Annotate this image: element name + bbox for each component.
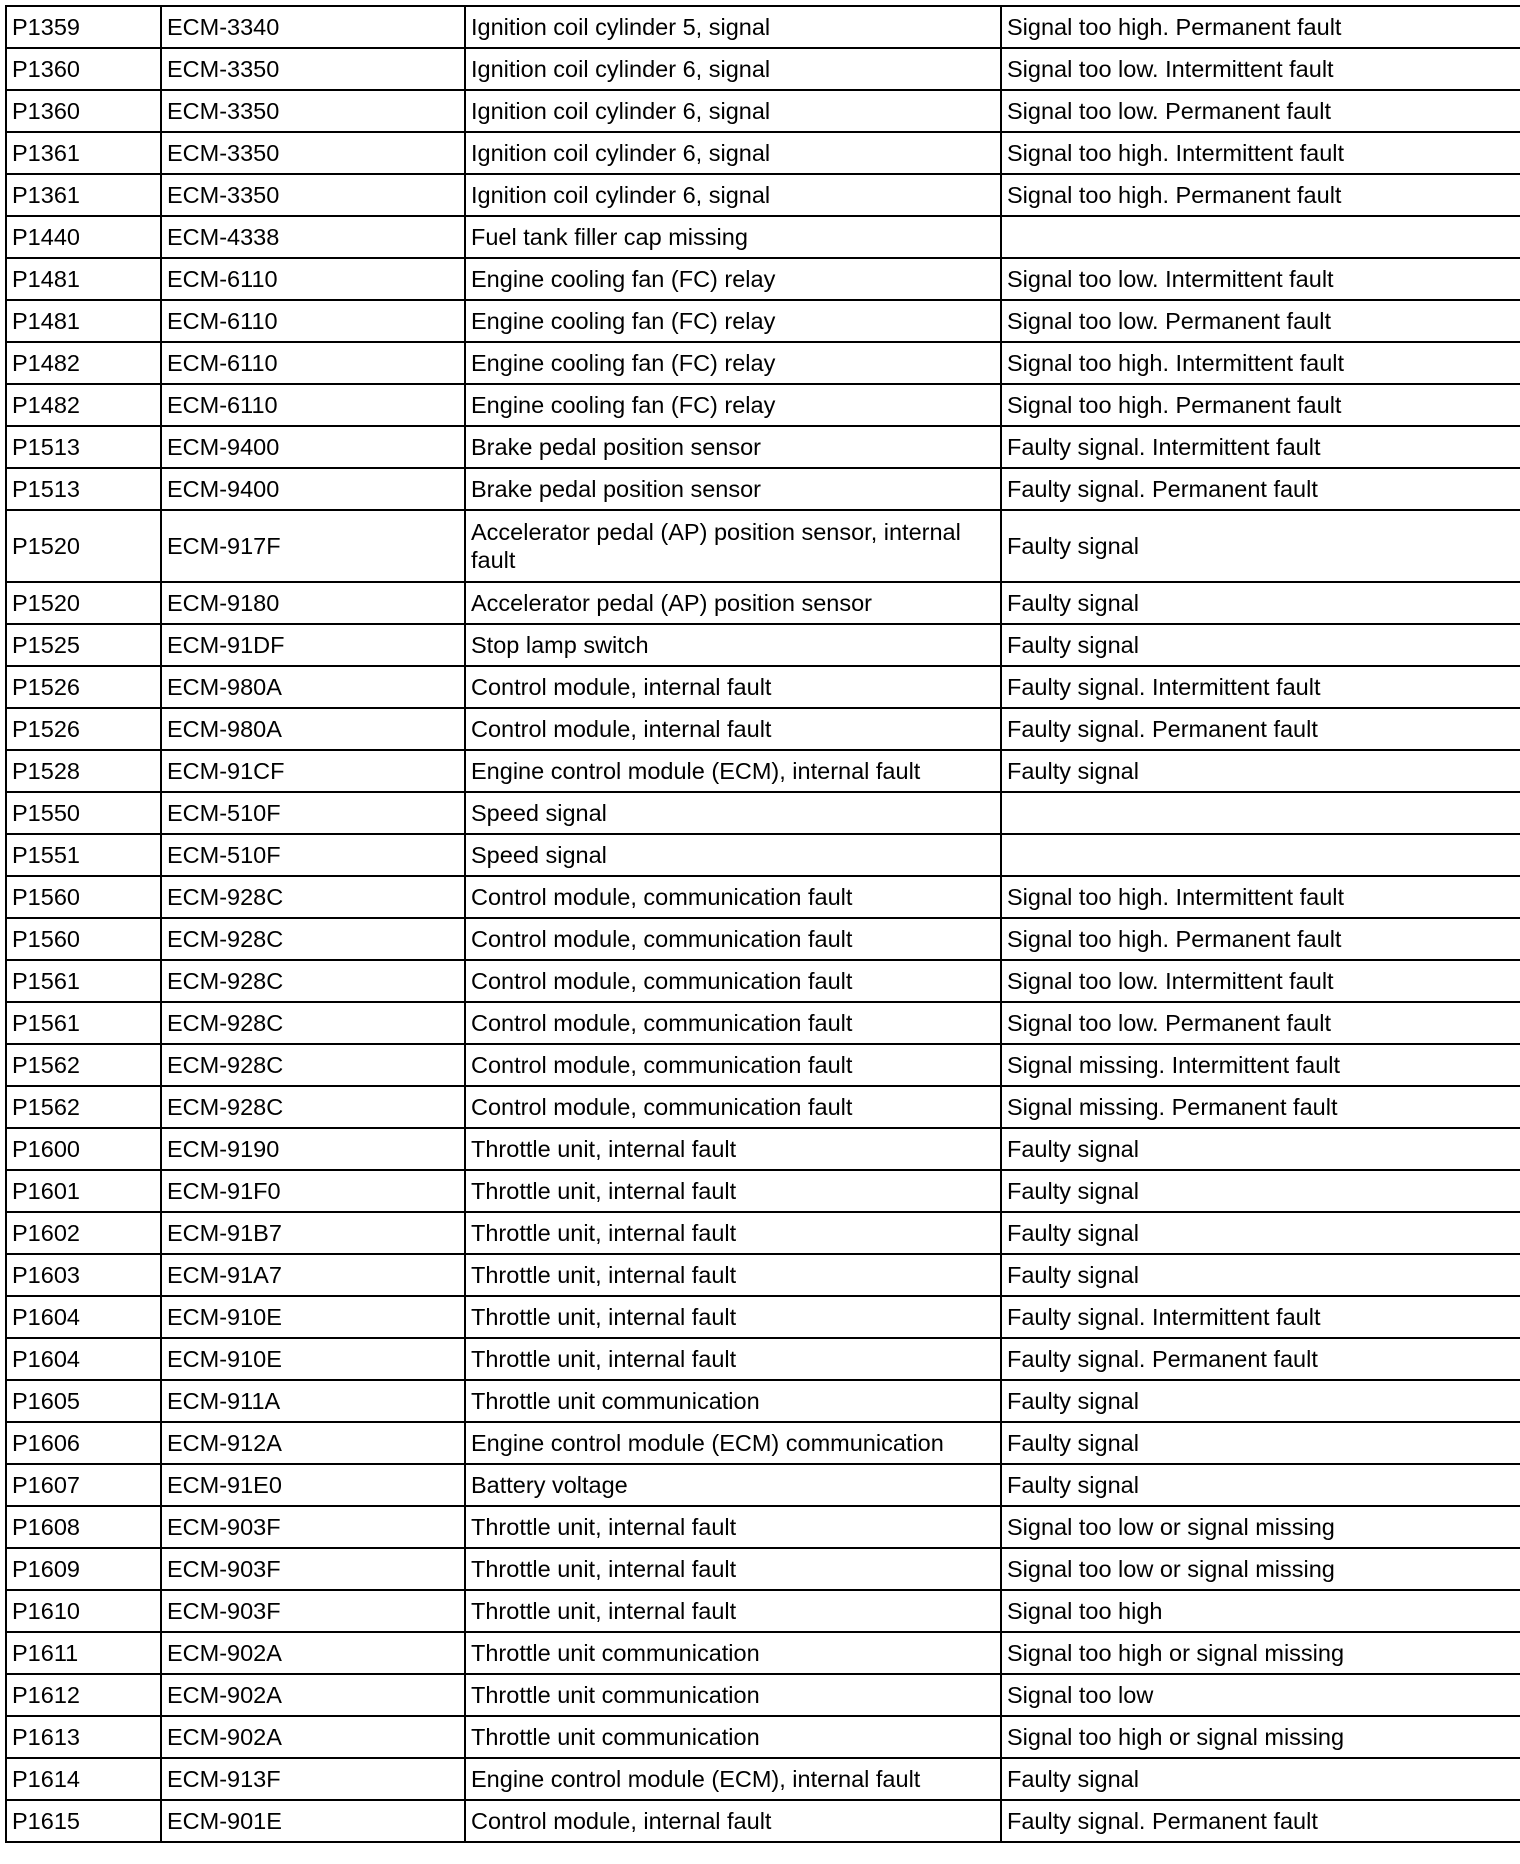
table-row — [6, 1422, 1520, 1464]
table-row — [6, 1170, 1520, 1212]
ecm-code-cell: ECM-6110 — [161, 258, 465, 300]
component-description-cell: Stop lamp switch — [465, 624, 1001, 666]
dtc-code-cell: P1603 — [6, 1254, 161, 1296]
component-description-cell: Throttle unit, internal fault — [465, 1212, 1001, 1254]
component-description-cell: Control module, internal fault — [465, 1800, 1001, 1842]
ecm-code-cell: ECM-91E0 — [161, 1464, 465, 1506]
component-description-cell: Ignition coil cylinder 6, signal — [465, 174, 1001, 216]
table-row — [6, 1716, 1520, 1758]
ecm-code-cell: ECM-3350 — [161, 174, 465, 216]
component-description-cell: Throttle unit communication — [465, 1716, 1001, 1758]
ecm-code-cell: ECM-6110 — [161, 300, 465, 342]
ecm-code-cell: ECM-928C — [161, 1086, 465, 1128]
component-description-cell: Throttle unit communication — [465, 1674, 1001, 1716]
component-description-cell: Engine cooling fan (FC) relay — [465, 258, 1001, 300]
ecm-code-cell: ECM-91F0 — [161, 1170, 465, 1212]
fault-status-cell: Faulty signal — [1001, 582, 1520, 624]
table-row — [6, 216, 1520, 258]
table-row — [6, 426, 1520, 468]
component-description-cell: Throttle unit, internal fault — [465, 1338, 1001, 1380]
fault-status-cell: Signal too high. Permanent fault — [1001, 174, 1520, 216]
dtc-code-cell: P1481 — [6, 300, 161, 342]
component-description-cell: Battery voltage — [465, 1464, 1001, 1506]
table-row — [6, 258, 1520, 300]
fault-status-cell: Faulty signal — [1001, 1254, 1520, 1296]
component-description-cell: Throttle unit, internal fault — [465, 1128, 1001, 1170]
fault-status-cell: Faulty signal — [1001, 1128, 1520, 1170]
table-row — [6, 1758, 1520, 1800]
ecm-code-cell: ECM-928C — [161, 960, 465, 1002]
component-description-cell: Engine cooling fan (FC) relay — [465, 342, 1001, 384]
ecm-code-cell: ECM-912A — [161, 1422, 465, 1464]
fault-status-cell: Faulty signal. Permanent fault — [1001, 1800, 1520, 1842]
fault-status-cell: Faulty signal — [1001, 624, 1520, 666]
ecm-code-cell: ECM-902A — [161, 1716, 465, 1758]
ecm-code-cell: ECM-917F — [161, 510, 465, 582]
fault-status-cell: Faulty signal — [1001, 1212, 1520, 1254]
dtc-code-cell: P1562 — [6, 1044, 161, 1086]
table-row — [6, 1632, 1520, 1674]
component-description-cell: Ignition coil cylinder 6, signal — [465, 48, 1001, 90]
table-row — [6, 1296, 1520, 1338]
fault-status-cell: Faulty signal — [1001, 510, 1520, 582]
table-row — [6, 918, 1520, 960]
table-row — [6, 1464, 1520, 1506]
table-row — [6, 510, 1520, 582]
component-description-cell: Control module, communication fault — [465, 1002, 1001, 1044]
ecm-code-cell: ECM-903F — [161, 1590, 465, 1632]
fault-status-cell: Faulty signal — [1001, 1422, 1520, 1464]
dtc-code-cell: P1604 — [6, 1338, 161, 1380]
dtc-code-cell: P1481 — [6, 258, 161, 300]
component-description-cell: Control module, communication fault — [465, 1086, 1001, 1128]
fault-status-cell — [1001, 792, 1520, 834]
component-description-cell: Engine control module (ECM), internal fault — [465, 750, 1001, 792]
ecm-code-cell: ECM-3340 — [161, 6, 465, 48]
dtc-code-cell: P1606 — [6, 1422, 161, 1464]
ecm-code-cell: ECM-510F — [161, 792, 465, 834]
table-row — [6, 1380, 1520, 1422]
dtc-code-cell: P1528 — [6, 750, 161, 792]
table-row — [6, 1128, 1520, 1170]
dtc-code-cell: P1440 — [6, 216, 161, 258]
fault-status-cell: Signal too high or signal missing — [1001, 1716, 1520, 1758]
component-description-cell: Throttle unit, internal fault — [465, 1170, 1001, 1212]
ecm-code-cell: ECM-3350 — [161, 48, 465, 90]
ecm-code-cell: ECM-9400 — [161, 468, 465, 510]
fault-status-cell: Signal too low. Intermittent fault — [1001, 48, 1520, 90]
dtc-code-cell: P1551 — [6, 834, 161, 876]
dtc-code-cell: P1361 — [6, 132, 161, 174]
fault-status-cell: Faulty signal — [1001, 1464, 1520, 1506]
dtc-code-cell: P1562 — [6, 1086, 161, 1128]
component-description-cell: Throttle unit, internal fault — [465, 1254, 1001, 1296]
ecm-code-cell: ECM-91CF — [161, 750, 465, 792]
dtc-code-cell: P1560 — [6, 876, 161, 918]
component-description-cell: Throttle unit communication — [465, 1632, 1001, 1674]
dtc-code-cell: P1605 — [6, 1380, 161, 1422]
fault-status-cell: Faulty signal. Intermittent fault — [1001, 1296, 1520, 1338]
component-description-cell: Control module, communication fault — [465, 1044, 1001, 1086]
ecm-code-cell: ECM-3350 — [161, 90, 465, 132]
dtc-code-cell: P1520 — [6, 582, 161, 624]
dtc-code-cell: P1615 — [6, 1800, 161, 1842]
component-description-cell: Accelerator pedal (AP) position sensor — [465, 582, 1001, 624]
component-description-cell: Engine cooling fan (FC) relay — [465, 384, 1001, 426]
fault-status-cell: Faulty signal. Permanent fault — [1001, 1338, 1520, 1380]
component-description-cell: Throttle unit, internal fault — [465, 1548, 1001, 1590]
component-description-cell: Ignition coil cylinder 6, signal — [465, 132, 1001, 174]
component-description-cell: Ignition coil cylinder 5, signal — [465, 6, 1001, 48]
fault-status-cell: Signal too low. Permanent fault — [1001, 300, 1520, 342]
ecm-code-cell: ECM-980A — [161, 708, 465, 750]
fault-status-cell: Signal too low or signal missing — [1001, 1506, 1520, 1548]
dtc-code-cell: P1613 — [6, 1716, 161, 1758]
table-row — [6, 342, 1520, 384]
dtc-code-cell: P1520 — [6, 510, 161, 582]
ecm-code-cell: ECM-910E — [161, 1338, 465, 1380]
table-row — [6, 48, 1520, 90]
table-row — [6, 960, 1520, 1002]
fault-status-cell: Signal too low. Intermittent fault — [1001, 258, 1520, 300]
component-description-cell: Fuel tank filler cap missing — [465, 216, 1001, 258]
fault-status-cell: Signal too low. Intermittent fault — [1001, 960, 1520, 1002]
dtc-code-cell: P1561 — [6, 1002, 161, 1044]
fault-status-cell: Signal missing. Permanent fault — [1001, 1086, 1520, 1128]
dtc-code-cell: P1526 — [6, 708, 161, 750]
table-row — [6, 1044, 1520, 1086]
ecm-code-cell: ECM-91B7 — [161, 1212, 465, 1254]
ecm-code-cell: ECM-91A7 — [161, 1254, 465, 1296]
table-row — [6, 1548, 1520, 1590]
table-row — [6, 1590, 1520, 1632]
table-row — [6, 1506, 1520, 1548]
table-row — [6, 666, 1520, 708]
fault-status-cell: Signal too high. Intermittent fault — [1001, 132, 1520, 174]
table-row — [6, 750, 1520, 792]
component-description-cell: Speed signal — [465, 834, 1001, 876]
component-description-cell: Accelerator pedal (AP) position sensor, internal fault — [465, 510, 1001, 582]
ecm-code-cell: ECM-510F — [161, 834, 465, 876]
dtc-code-cell: P1602 — [6, 1212, 161, 1254]
fault-status-cell: Faulty signal — [1001, 1170, 1520, 1212]
fault-status-cell: Signal too high. Intermittent fault — [1001, 876, 1520, 918]
fault-status-cell: Signal too high. Permanent fault — [1001, 6, 1520, 48]
dtc-code-cell: P1513 — [6, 468, 161, 510]
table-row — [6, 1800, 1520, 1842]
ecm-code-cell: ECM-928C — [161, 918, 465, 960]
fault-status-cell: Faulty signal — [1001, 1758, 1520, 1800]
dtc-code-cell: P1612 — [6, 1674, 161, 1716]
table-row — [6, 708, 1520, 750]
component-description-cell: Throttle unit, internal fault — [465, 1506, 1001, 1548]
ecm-code-cell: ECM-928C — [161, 876, 465, 918]
ecm-code-cell: ECM-928C — [161, 1044, 465, 1086]
ecm-code-cell: ECM-911A — [161, 1380, 465, 1422]
component-description-cell: Engine cooling fan (FC) relay — [465, 300, 1001, 342]
dtc-code-cell: P1513 — [6, 426, 161, 468]
component-description-cell: Control module, communication fault — [465, 876, 1001, 918]
component-description-cell: Engine control module (ECM) communication — [465, 1422, 1001, 1464]
fault-status-cell: Faulty signal. Intermittent fault — [1001, 666, 1520, 708]
fault-status-cell: Signal too low. Permanent fault — [1001, 1002, 1520, 1044]
component-description-cell: Ignition coil cylinder 6, signal — [465, 90, 1001, 132]
component-description-cell: Engine control module (ECM), internal fault — [465, 1758, 1001, 1800]
fault-status-cell: Signal too high — [1001, 1590, 1520, 1632]
dtc-code-cell: P1550 — [6, 792, 161, 834]
fault-status-cell: Faulty signal. Permanent fault — [1001, 708, 1520, 750]
dtc-code-cell: P1526 — [6, 666, 161, 708]
fault-status-cell — [1001, 834, 1520, 876]
fault-status-cell: Signal missing. Intermittent fault — [1001, 1044, 1520, 1086]
component-description-cell: Brake pedal position sensor — [465, 468, 1001, 510]
table-row — [6, 792, 1520, 834]
ecm-code-cell: ECM-913F — [161, 1758, 465, 1800]
ecm-code-cell: ECM-902A — [161, 1632, 465, 1674]
dtc-table-body — [6, 6, 1520, 1842]
table-row — [6, 90, 1520, 132]
table-row — [6, 132, 1520, 174]
table-row — [6, 468, 1520, 510]
ecm-code-cell: ECM-910E — [161, 1296, 465, 1338]
table-row — [6, 1254, 1520, 1296]
table-row — [6, 1212, 1520, 1254]
dtc-code-cell: P1360 — [6, 48, 161, 90]
fault-status-cell: Signal too low. Permanent fault — [1001, 90, 1520, 132]
ecm-code-cell: ECM-9190 — [161, 1128, 465, 1170]
component-description-cell: Control module, internal fault — [465, 708, 1001, 750]
dtc-code-cell: P1609 — [6, 1548, 161, 1590]
dtc-code-cell: P1359 — [6, 6, 161, 48]
fault-status-cell: Faulty signal. Intermittent fault — [1001, 426, 1520, 468]
dtc-code-cell: P1360 — [6, 90, 161, 132]
table-row — [6, 1002, 1520, 1044]
table-row — [6, 384, 1520, 426]
fault-status-cell: Signal too high. Permanent fault — [1001, 918, 1520, 960]
dtc-code-cell: P1482 — [6, 342, 161, 384]
fault-status-cell: Faulty signal — [1001, 1380, 1520, 1422]
dtc-code-cell: P1560 — [6, 918, 161, 960]
dtc-code-cell: P1525 — [6, 624, 161, 666]
ecm-code-cell: ECM-903F — [161, 1548, 465, 1590]
table-row — [6, 1674, 1520, 1716]
component-description-cell: Speed signal — [465, 792, 1001, 834]
table-row — [6, 174, 1520, 216]
ecm-code-cell: ECM-3350 — [161, 132, 465, 174]
fault-status-cell: Signal too high. Permanent fault — [1001, 384, 1520, 426]
dtc-code-cell: P1608 — [6, 1506, 161, 1548]
table-row — [6, 6, 1520, 48]
table-row — [6, 582, 1520, 624]
fault-status-cell: Signal too high. Intermittent fault — [1001, 342, 1520, 384]
table-row — [6, 1086, 1520, 1128]
ecm-code-cell: ECM-9180 — [161, 582, 465, 624]
fault-status-cell: Faulty signal. Permanent fault — [1001, 468, 1520, 510]
dtc-code-cell: P1601 — [6, 1170, 161, 1212]
table-row — [6, 876, 1520, 918]
fault-status-cell: Signal too high or signal missing — [1001, 1632, 1520, 1674]
dtc-code-cell: P1604 — [6, 1296, 161, 1338]
fault-status-cell: Faulty signal — [1001, 750, 1520, 792]
dtc-code-cell: P1600 — [6, 1128, 161, 1170]
dtc-code-cell: P1361 — [6, 174, 161, 216]
ecm-code-cell: ECM-928C — [161, 1002, 465, 1044]
ecm-code-cell: ECM-4338 — [161, 216, 465, 258]
component-description-cell: Control module, communication fault — [465, 960, 1001, 1002]
ecm-code-cell: ECM-980A — [161, 666, 465, 708]
ecm-code-cell: ECM-9400 — [161, 426, 465, 468]
table-row — [6, 300, 1520, 342]
dtc-code-cell: P1614 — [6, 1758, 161, 1800]
ecm-code-cell: ECM-6110 — [161, 384, 465, 426]
dtc-code-cell: P1611 — [6, 1632, 161, 1674]
component-description-cell: Brake pedal position sensor — [465, 426, 1001, 468]
component-description-cell: Throttle unit, internal fault — [465, 1296, 1001, 1338]
component-description-cell: Control module, internal fault — [465, 666, 1001, 708]
ecm-code-cell: ECM-6110 — [161, 342, 465, 384]
dtc-code-cell: P1607 — [6, 1464, 161, 1506]
dtc-code-cell: P1482 — [6, 384, 161, 426]
ecm-code-cell: ECM-903F — [161, 1506, 465, 1548]
table-row — [6, 1338, 1520, 1380]
table-row — [6, 624, 1520, 666]
ecm-code-cell: ECM-91DF — [161, 624, 465, 666]
fault-status-cell — [1001, 216, 1520, 258]
ecm-code-cell: ECM-902A — [161, 1674, 465, 1716]
component-description-cell: Control module, communication fault — [465, 918, 1001, 960]
dtc-table — [5, 5, 1520, 1843]
ecm-code-cell: ECM-901E — [161, 1800, 465, 1842]
dtc-code-cell: P1610 — [6, 1590, 161, 1632]
fault-status-cell: Signal too low — [1001, 1674, 1520, 1716]
dtc-code-cell: P1561 — [6, 960, 161, 1002]
component-description-cell: Throttle unit, internal fault — [465, 1590, 1001, 1632]
fault-status-cell: Signal too low or signal missing — [1001, 1548, 1520, 1590]
component-description-cell: Throttle unit communication — [465, 1380, 1001, 1422]
table-row — [6, 834, 1520, 876]
